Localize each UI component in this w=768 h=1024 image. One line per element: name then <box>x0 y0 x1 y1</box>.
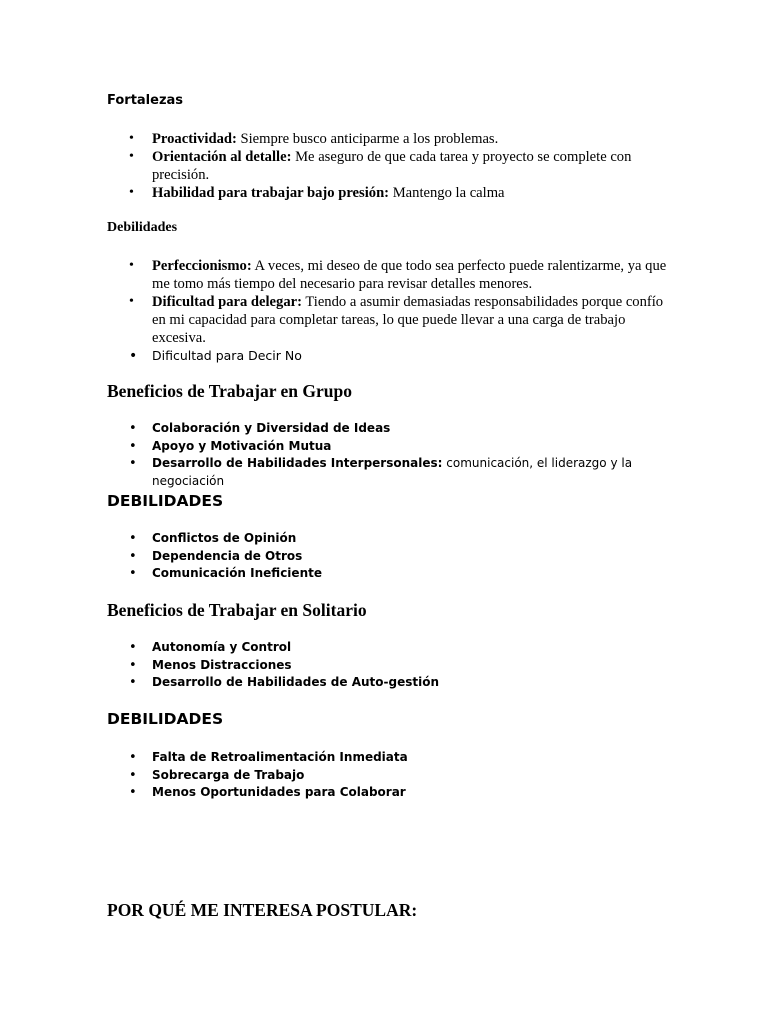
list-item: • Proactividad: Siempre busco anticiparme a los problemas. <box>129 131 499 147</box>
grupo-list <box>107 420 667 490</box>
heading-solitario: Beneficios de Trabajar en Solitario <box>107 600 367 620</box>
grupo-debilidades-list <box>107 530 667 583</box>
heading-grupo: Beneficios de Trabajar en Grupo <box>107 381 352 401</box>
list-item: • Comunicación Ineficiente <box>129 566 322 581</box>
list-item: • Orientación al detalle: Me aseguro de que cada tarea y proyecto se complete con precisión. <box>129 149 632 183</box>
list-item: • Colaboración y Diversidad de Ideas <box>129 421 391 436</box>
bullet-icon: • <box>129 785 137 800</box>
heading-postular: POR QUÉ ME INTERESA POSTULAR: <box>107 900 418 920</box>
heading-fortalezas: Fortalezas <box>107 93 184 108</box>
bullet-icon: • <box>129 675 137 690</box>
bullet-icon: • <box>129 456 137 471</box>
bullet-icon: • <box>129 348 138 364</box>
bullet-icon: • <box>129 131 134 146</box>
bullet-icon: • <box>129 657 137 673</box>
solitario-list <box>107 639 667 692</box>
bullet-icon: • <box>129 548 137 564</box>
list-item: • Dificultad para delegar: Tiendo a asumir demasiadas responsabilidades porque confío en mi capacidad para completar tareas, lo que puede llevar a una carga de trabajo excesiva. <box>129 294 664 346</box>
list-item: • Autonomía y Control <box>129 640 292 655</box>
solitario-debilidades-list <box>107 749 667 802</box>
debilidades-list <box>107 257 667 365</box>
bullet-icon: • <box>129 438 137 454</box>
list-item: • Apoyo y Motivación Mutua <box>129 438 332 454</box>
bullet-icon: • <box>129 566 137 581</box>
bullet-icon: • <box>129 294 134 309</box>
bullet-icon: • <box>129 750 137 765</box>
list-item: • Menos Distracciones <box>129 657 292 673</box>
list-item: • Desarrollo de Habilidades de Auto-gestión <box>129 675 439 690</box>
bullet-icon: • <box>129 185 134 200</box>
fortalezas-list <box>107 130 667 202</box>
bullet-icon: • <box>129 767 137 783</box>
bullet-icon: • <box>129 421 137 436</box>
heading-debilidades: Debilidades <box>107 220 178 235</box>
list-item: • Dificultad para Decir No <box>129 348 302 364</box>
list-item: • Perfeccionismo: A veces, mi deseo de que todo sea perfecto puede ralentizarme, ya que me tomo más tiempo del necesario para revisar detalles menores. <box>129 258 667 292</box>
bullet-icon: • <box>129 258 134 273</box>
list-item: • Habilidad para trabajar bajo presión: Mantengo la calma <box>129 185 505 201</box>
heading-grupo-debilidades: DEBILIDADES <box>107 492 224 510</box>
bullet-icon: • <box>129 531 137 546</box>
list-item: • Desarrollo de Habilidades Interpersonales: comunicación, el liderazgo y la negociación <box>129 456 633 488</box>
list-item: • Menos Oportunidades para Colaborar <box>129 785 406 800</box>
heading-solitario-debilidades: DEBILIDADES <box>107 710 224 728</box>
list-item: • Conflictos de Opinión <box>129 531 297 546</box>
bullet-icon: • <box>129 149 134 164</box>
bullet-icon: • <box>129 640 137 655</box>
list-item: • Sobrecarga de Trabajo <box>129 767 305 783</box>
list-item: • Dependencia de Otros <box>129 548 303 564</box>
list-item: • Falta de Retroalimentación Inmediata <box>129 750 408 765</box>
